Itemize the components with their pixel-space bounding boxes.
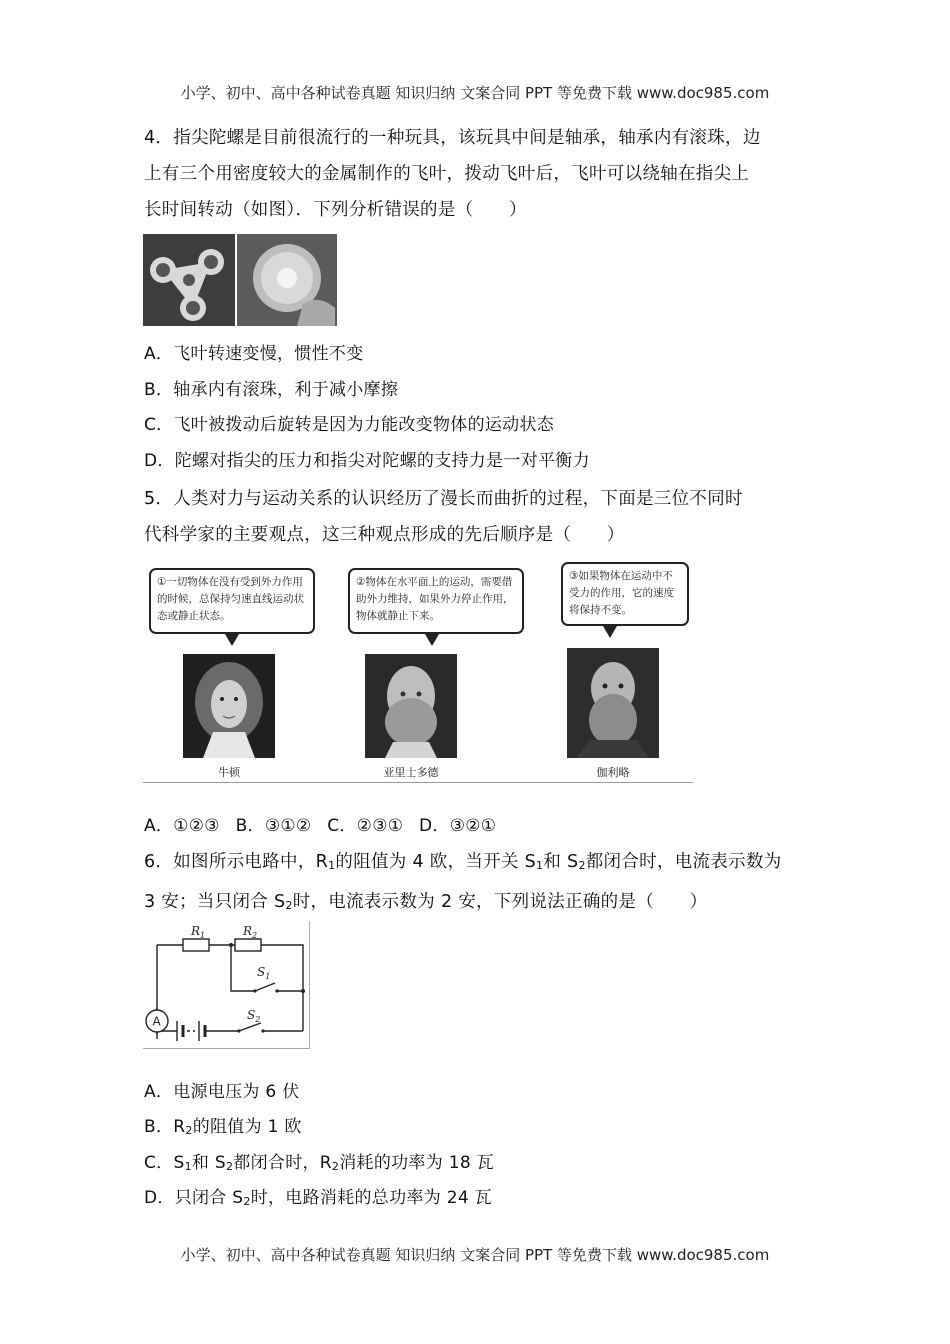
galileo-name: 伽利略 — [596, 766, 630, 779]
question-5-options — [144, 812, 506, 840]
newton-portrait — [183, 654, 275, 758]
scientists-figure — [143, 560, 693, 783]
aristotle-portrait — [365, 654, 457, 758]
question-5-line-1: 5．人类对力与运动关系的认识经历了漫长而曲折的过程，下面是三位不同时 — [144, 489, 743, 509]
aristotle-name: 亚里士多德 — [383, 766, 439, 779]
question-4-option-d: D．陀螺对指尖的压力和指尖对陀螺的支持力是一对平衡力 — [144, 451, 590, 471]
question-4-option-a: A．飞叶转速变慢，惯性不变 — [144, 344, 364, 364]
page-footer: 小学、初中、高中各种试卷真题 知识归纳 文案合同 PPT 等免费下载 www.doc985.com — [180, 1246, 770, 1264]
newton-name: 牛顿 — [218, 766, 240, 779]
question-5-option-a: A．①②③ — [144, 816, 220, 836]
question-5-option-d: D．③②① — [419, 816, 497, 836]
newton-speech-bubble: ①一切物体在没有受到外力作用的时候，总保持匀速直线运动状态或静止状态。 — [149, 568, 315, 634]
question-6-option-a: A．电源电压为 6 伏 — [144, 1082, 300, 1102]
newton-bubble-tail — [225, 634, 239, 646]
question-4-option-c: C．飞叶被拨动后旋转是因为力能改变物体的运动状态 — [144, 415, 555, 435]
question-5-line-2: 代科学家的主要观点，这三种观点形成的先后顺序是（ ） — [144, 525, 625, 545]
label-r1: $R_1$ — [191, 924, 206, 940]
label-ammeter: A — [152, 1014, 161, 1029]
page-header: 小学、初中、高中各种试卷真题 知识归纳 文案合同 PPT 等免费下载 www.doc985.com — [180, 84, 770, 102]
label-r2: $R_2$ — [243, 924, 258, 940]
question-4-line-2: 上有三个用密度较大的金属制作的飞叶，拨动飞叶后，飞叶可以绕轴在指尖上 — [144, 164, 750, 184]
aristotle-speech-bubble: ②物体在水平面上的运动，需要借助外力维持，如果外力停止作用，物体就静止下来。 — [348, 568, 524, 634]
question-6-option-d: D．只闭合 $S_2$时，电路消耗的总功率为 24 瓦 — [144, 1188, 492, 1208]
question-6-stem — [144, 844, 810, 924]
question-4-line-1: 4．指尖陀螺是目前很流行的一种玩具，该玩具中间是轴承，轴承内有滚珠，边 — [144, 128, 761, 148]
galileo-bubble-tail — [603, 626, 617, 638]
question-4-stem — [144, 120, 810, 228]
question-5-stem — [144, 481, 810, 553]
label-s1: $S_1$ — [257, 965, 271, 981]
question-6-line-1: 6．如图所示电路中，$R_1$的阻值为 4 欧，当开关 $S_1$和 $S_2$都闭合时，电流表示数为 — [144, 852, 782, 872]
label-s2: $S_2$ — [247, 1008, 261, 1024]
galileo-speech-bubble: ③如果物体在运动中不受力的作用，它的速度将保持不变。 — [561, 562, 689, 626]
question-5-option-c: C．②③① — [327, 816, 404, 836]
question-4-option-b: B．轴承内有滚珠，利于减小摩擦 — [144, 380, 399, 400]
fidget-spinner-photo — [143, 234, 235, 326]
question-4-line-3: 长时间转动（如图）．下列分析错误的是（ ） — [144, 200, 527, 220]
question-6-option-b: B．$R_2$的阻值为 1 欧 — [144, 1117, 302, 1137]
galileo-portrait — [567, 648, 659, 758]
question-5-option-b: B．③①② — [235, 816, 312, 836]
question-6-line-2: 3 安；当只闭合 $S_2$时，电流表示数为 2 安，下列说法正确的是（ ） — [144, 892, 708, 912]
question-6-option-c: C．$S_1$和 $S_2$都闭合时，$R_2$消耗的功率为 18 瓦 — [144, 1153, 494, 1173]
aristotle-bubble-tail — [425, 634, 439, 646]
circuit-diagram — [143, 921, 310, 1049]
spinning-spinner-photo — [237, 234, 337, 326]
